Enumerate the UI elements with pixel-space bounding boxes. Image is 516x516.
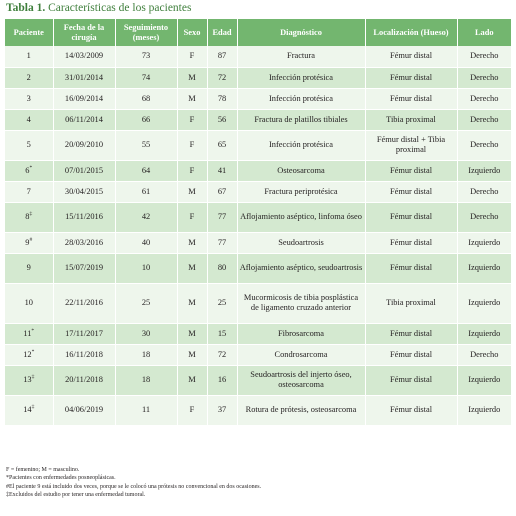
cell-diagnostico <box>237 181 365 202</box>
cell-paciente <box>5 395 53 425</box>
cell-fecha <box>53 181 115 202</box>
cell-edad <box>207 160 237 181</box>
cell-localizacion-text: Fémur distal <box>389 51 433 61</box>
cell-lado-text: Izquierdo <box>468 375 501 384</box>
cell-edad <box>207 253 237 283</box>
cell-fecha <box>53 67 115 88</box>
cell-edad-text: 41 <box>217 165 227 175</box>
cell-paciente <box>5 160 53 181</box>
cell-sexo <box>177 46 207 67</box>
cell-fecha <box>53 46 115 67</box>
cell-sexo-text: F <box>189 212 195 221</box>
cell-seguimiento <box>115 395 177 425</box>
cell-diagnostico <box>237 344 365 365</box>
cell-sexo <box>177 323 207 344</box>
cell-seguimiento <box>115 46 177 67</box>
cell-fecha <box>53 130 115 160</box>
table-title-number: Tabla 1. <box>6 2 46 14</box>
cell-seguimiento <box>115 365 177 395</box>
cell-sexo <box>177 130 207 160</box>
cell-paciente-text: 10 <box>24 298 33 307</box>
cell-seguimiento-text: 18 <box>141 375 151 384</box>
cell-localizacion <box>365 232 457 253</box>
cell-edad-text: 65 <box>217 140 227 149</box>
cell-sexo-text: M <box>188 328 196 338</box>
cell-diagnostico-text: Aflojamiento aséptico, linfoma óseo <box>240 212 362 221</box>
cell-lado <box>457 181 511 202</box>
cell-lado <box>457 365 511 395</box>
cell-fecha-text: 16/11/2018 <box>65 349 103 359</box>
cell-paciente <box>5 109 53 130</box>
cell-diagnostico <box>237 202 365 232</box>
cell-fecha-text: 04/06/2019 <box>64 405 104 414</box>
cell-localizacion-text: Fémur distal <box>389 405 433 414</box>
footnote-marker: * <box>31 348 35 355</box>
table-row <box>5 181 511 202</box>
table-row <box>5 88 511 109</box>
cell-paciente <box>5 46 53 67</box>
cell-lado-text: Izquierdo <box>468 298 501 307</box>
footnote-marker: # <box>29 236 33 243</box>
cell-fecha-text: 28/03/2016 <box>64 237 104 247</box>
cell-fecha <box>53 344 115 365</box>
cell-edad-text: 15 <box>217 328 227 338</box>
cell-localizacion <box>365 323 457 344</box>
cell-sexo <box>177 181 207 202</box>
cell-seguimiento <box>115 88 177 109</box>
cell-fecha <box>53 283 115 323</box>
cell-seguimiento <box>115 283 177 323</box>
cell-seguimiento-text: 68 <box>141 93 151 103</box>
cell-edad <box>207 395 237 425</box>
cell-diagnostico <box>237 160 365 181</box>
cell-lado-text: Derecho <box>470 212 499 221</box>
cell-seguimiento <box>115 232 177 253</box>
cell-fecha-text: 14/03/2009 <box>64 51 104 61</box>
cell-sexo-text: M <box>188 186 196 196</box>
cell-localizacion <box>365 109 457 130</box>
cell-paciente-text: 14 <box>23 405 32 414</box>
cell-edad <box>207 46 237 67</box>
cell-localizacion-text: Fémur distal <box>389 349 433 359</box>
cell-lado <box>457 283 511 323</box>
cell-lado <box>457 88 511 109</box>
cell-paciente <box>5 232 53 253</box>
cell-sexo <box>177 88 207 109</box>
cell-lado-text: Izquierdo <box>468 237 501 247</box>
cell-fecha <box>53 395 115 425</box>
cell-localizacion-text: Fémur distal <box>389 263 433 272</box>
cell-fecha-text: 22/11/2016 <box>65 298 103 307</box>
cell-edad <box>207 365 237 395</box>
table-title <box>6 2 191 14</box>
footnote-posneoplastic: *Pacientes con enfermedades posneoplásicas. <box>6 475 116 482</box>
cell-paciente-text: 9 <box>26 263 31 272</box>
cell-localizacion-text: Fémur distal <box>389 212 433 221</box>
cell-lado <box>457 160 511 181</box>
cell-diagnostico-text: Infección protésica <box>269 72 333 82</box>
cell-paciente <box>5 130 53 160</box>
cell-edad <box>207 202 237 232</box>
cell-fecha <box>53 202 115 232</box>
cell-lado-text: Derecho <box>470 72 499 82</box>
cell-diagnostico <box>237 365 365 395</box>
cell-diagnostico <box>237 283 365 323</box>
cell-sexo-text: F <box>189 165 195 175</box>
cell-localizacion-text: Fémur distal <box>389 237 433 247</box>
cell-localizacion <box>365 395 457 425</box>
cell-lado-text: Izquierdo <box>468 263 501 272</box>
cell-localizacion-text: Fémur distal + Tibia proximal <box>376 135 446 154</box>
cell-diagnostico <box>237 130 365 160</box>
cell-sexo-text: M <box>188 72 196 82</box>
table-row <box>5 46 511 67</box>
cell-lado <box>457 109 511 130</box>
cell-fecha <box>53 160 115 181</box>
cell-paciente <box>5 323 53 344</box>
header-fecha: Fecha de la cirugía <box>53 19 115 46</box>
table-title-text: Características de los pacientes <box>45 2 192 14</box>
cell-fecha <box>53 365 115 395</box>
cell-lado-text: Derecho <box>470 51 499 61</box>
cell-seguimiento-text: 30 <box>141 328 151 338</box>
cell-lado-text: Derecho <box>470 114 499 124</box>
cell-localizacion <box>365 202 457 232</box>
cell-seguimiento <box>115 323 177 344</box>
cell-paciente-text: 6 <box>25 165 30 175</box>
cell-lado-text: Izquierdo <box>468 165 501 175</box>
cell-fecha <box>53 109 115 130</box>
cell-localizacion <box>365 160 457 181</box>
cell-sexo-text: M <box>188 93 196 103</box>
cell-sexo-text: F <box>189 114 195 124</box>
cell-seguimiento-text: 61 <box>141 186 151 196</box>
cell-edad-text: 72 <box>217 72 227 82</box>
cell-edad-text: 37 <box>217 405 227 414</box>
cell-fecha-text: 30/04/2015 <box>64 186 104 196</box>
cell-fecha-text: 06/11/2014 <box>65 114 103 124</box>
cell-paciente-text: 7 <box>26 186 31 196</box>
cell-sexo-text: F <box>189 405 195 414</box>
cell-seguimiento <box>115 181 177 202</box>
cell-diagnostico <box>237 88 365 109</box>
header-paciente: Paciente <box>5 19 53 46</box>
cell-sexo <box>177 344 207 365</box>
header-diagnostico: Diagnóstico <box>237 19 365 46</box>
cell-lado <box>457 395 511 425</box>
cell-diagnostico-text: Mucormicosis de tibia posplástica de ligamento cruzado anterior <box>243 293 359 312</box>
cell-sexo-text: F <box>189 51 195 61</box>
cell-lado-text: Derecho <box>470 140 499 149</box>
table-row <box>5 109 511 130</box>
cell-localizacion <box>365 46 457 67</box>
cell-fecha-text: 20/11/2018 <box>65 375 103 384</box>
cell-fecha <box>53 88 115 109</box>
cell-diagnostico-text: Fractura periprotésica <box>264 186 338 196</box>
cell-diagnostico <box>237 67 365 88</box>
cell-seguimiento-text: 11 <box>141 405 151 414</box>
table-row <box>5 160 511 181</box>
cell-edad <box>207 67 237 88</box>
table-footnotes <box>6 466 261 500</box>
cell-paciente <box>5 202 53 232</box>
cell-seguimiento <box>115 160 177 181</box>
cell-fecha-text: 07/01/2015 <box>64 165 104 175</box>
footnote-marker: * <box>29 164 33 171</box>
footnote-marker: ‡ <box>31 404 35 410</box>
cell-paciente-text: 1 <box>26 51 31 61</box>
cell-diagnostico-text: Fibrosarcoma <box>277 328 325 338</box>
cell-paciente-text: 4 <box>26 114 31 124</box>
cell-paciente-text: 3 <box>26 93 31 103</box>
cell-fecha-text: 15/07/2019 <box>64 263 104 272</box>
cell-diagnostico-text: Aflojamiento aséptico, seudoartrosis <box>239 263 363 272</box>
cell-paciente <box>5 181 53 202</box>
cell-diagnostico <box>237 109 365 130</box>
cell-edad <box>207 323 237 344</box>
cell-edad <box>207 88 237 109</box>
cell-sexo <box>177 253 207 283</box>
cell-sexo <box>177 232 207 253</box>
cell-diagnostico-text: Fractura <box>287 51 315 61</box>
cell-fecha-text: 31/01/2014 <box>64 72 104 82</box>
cell-edad-text: 67 <box>217 186 227 196</box>
header-sexo: Sexo <box>177 19 207 46</box>
cell-paciente-text: 8 <box>25 212 30 221</box>
cell-diagnostico <box>237 395 365 425</box>
cell-edad <box>207 283 237 323</box>
footnote-excluded: ‡Excluidos del estudio por tener una enfermedad tumoral. <box>6 492 146 499</box>
cell-lado <box>457 344 511 365</box>
cell-diagnostico <box>237 253 365 283</box>
cell-fecha-text: 15/11/2016 <box>65 212 103 221</box>
cell-seguimiento <box>115 109 177 130</box>
cell-sexo-text: M <box>188 263 196 272</box>
cell-paciente <box>5 88 53 109</box>
cell-sexo <box>177 202 207 232</box>
cell-lado <box>457 130 511 160</box>
cell-lado-text: Izquierdo <box>468 328 501 338</box>
cell-localizacion-text: Fémur distal <box>389 165 433 175</box>
cell-edad-text: 56 <box>217 114 227 124</box>
cell-sexo-text: F <box>189 140 195 149</box>
cell-lado-text: Izquierdo <box>468 405 501 414</box>
cell-diagnostico <box>237 323 365 344</box>
cell-paciente-text: 12 <box>23 349 32 359</box>
cell-diagnostico-text: Fractura de platillos tibiales <box>254 114 348 124</box>
cell-seguimiento-text: 18 <box>141 349 151 359</box>
table-row <box>5 253 511 283</box>
header-lado: Lado <box>457 19 511 46</box>
cell-seguimiento <box>115 253 177 283</box>
cell-fecha <box>53 232 115 253</box>
cell-edad <box>207 232 237 253</box>
cell-edad-text: 25 <box>217 298 227 307</box>
cell-edad-text: 87 <box>217 51 227 61</box>
table-row <box>5 323 511 344</box>
cell-seguimiento <box>115 67 177 88</box>
cell-edad <box>207 344 237 365</box>
cell-localizacion-text: Fémur distal <box>389 186 433 196</box>
cell-sexo-text: M <box>188 237 196 247</box>
cell-localizacion <box>365 88 457 109</box>
cell-lado <box>457 253 511 283</box>
cell-paciente-text: 2 <box>26 72 31 82</box>
cell-edad-text: 72 <box>217 349 227 359</box>
cell-diagnostico-text: Condrosarcoma <box>274 349 328 359</box>
header-localizacion: Localización (Hueso) <box>365 19 457 46</box>
cell-fecha <box>53 253 115 283</box>
cell-diagnostico-text: Infección protésica <box>269 140 333 149</box>
cell-diagnostico-text: Seudoartrosis <box>278 237 324 247</box>
cell-seguimiento-text: 74 <box>141 72 151 82</box>
cell-sexo <box>177 67 207 88</box>
cell-lado <box>457 202 511 232</box>
cell-fecha-text: 17/11/2017 <box>65 328 103 338</box>
table-row <box>5 344 511 365</box>
cell-localizacion <box>365 283 457 323</box>
cell-lado <box>457 67 511 88</box>
cell-seguimiento-text: 66 <box>141 114 151 124</box>
cell-seguimiento <box>115 130 177 160</box>
cell-seguimiento-text: 10 <box>141 263 151 272</box>
cell-diagnostico <box>237 46 365 67</box>
cell-edad-text: 80 <box>217 263 227 272</box>
cell-seguimiento-text: 73 <box>141 51 151 61</box>
cell-edad-text: 77 <box>217 212 227 221</box>
footnote-sex: F = femenino; M = masculino. <box>6 467 80 473</box>
cell-diagnostico <box>237 232 365 253</box>
cell-seguimiento-text: 55 <box>141 140 151 149</box>
cell-diagnostico-text: Rotura de prótesis, osteosarcoma <box>245 405 357 414</box>
cell-seguimiento-text: 64 <box>141 165 151 175</box>
cell-sexo <box>177 109 207 130</box>
cell-paciente <box>5 344 53 365</box>
table-row <box>5 365 511 395</box>
cell-paciente <box>5 253 53 283</box>
cell-edad <box>207 181 237 202</box>
cell-edad <box>207 109 237 130</box>
cell-localizacion <box>365 344 457 365</box>
table-row <box>5 67 511 88</box>
cell-paciente-text: 9 <box>25 237 30 247</box>
cell-paciente-text: 11 <box>23 328 32 338</box>
cell-localizacion-text: Fémur distal <box>389 93 433 103</box>
footnote-marker: ‡ <box>31 374 35 380</box>
table-row <box>5 130 511 160</box>
cell-fecha <box>53 323 115 344</box>
table-row <box>5 395 511 425</box>
header-seguimiento: Seguimiento (meses) <box>115 19 177 46</box>
table-row <box>5 202 511 232</box>
cell-seguimiento-text: 42 <box>141 212 151 221</box>
cell-sexo-text: M <box>188 298 196 307</box>
cell-localizacion-text: Tibia proximal <box>386 114 436 124</box>
cell-fecha-text: 20/09/2010 <box>64 140 104 149</box>
cell-diagnostico-text: Seudoartrosis del injerto óseo, osteosarcoma <box>250 370 352 389</box>
cell-edad-text: 16 <box>217 375 227 384</box>
cell-lado-text: Derecho <box>470 186 499 196</box>
cell-paciente <box>5 365 53 395</box>
header-edad: Edad <box>207 19 237 46</box>
cell-sexo-text: M <box>188 375 196 384</box>
table-row <box>5 283 511 323</box>
cell-sexo <box>177 283 207 323</box>
cell-localizacion <box>365 130 457 160</box>
cell-localizacion <box>365 253 457 283</box>
cell-edad-text: 78 <box>217 93 227 103</box>
cell-sexo <box>177 365 207 395</box>
cell-lado <box>457 323 511 344</box>
cell-diagnostico-text: Infección protésica <box>269 93 333 103</box>
cell-seguimiento <box>115 344 177 365</box>
table-body <box>5 46 511 425</box>
cell-localizacion-text: Fémur distal <box>389 375 433 384</box>
cell-localizacion-text: Fémur distal <box>389 328 433 338</box>
cell-seguimiento-text: 40 <box>141 237 151 247</box>
table-row <box>5 232 511 253</box>
cell-lado <box>457 46 511 67</box>
cell-sexo <box>177 395 207 425</box>
cell-lado <box>457 232 511 253</box>
cell-paciente-text: 13 <box>23 375 32 384</box>
cell-edad-text: 77 <box>217 237 227 247</box>
cell-paciente <box>5 283 53 323</box>
cell-seguimiento-text: 25 <box>141 298 151 307</box>
table-header-row <box>5 19 511 46</box>
footnote-marker: * <box>31 327 35 334</box>
cell-sexo-text: M <box>188 349 196 359</box>
cell-edad <box>207 130 237 160</box>
cell-sexo <box>177 160 207 181</box>
cell-localizacion <box>365 181 457 202</box>
cell-diagnostico-text: Osteosarcoma <box>277 165 325 175</box>
cell-lado-text: Derecho <box>470 349 499 359</box>
cell-localizacion <box>365 67 457 88</box>
patients-table <box>5 19 511 426</box>
footnote-marker: ‡ <box>29 211 33 217</box>
cell-localizacion-text: Tibia proximal <box>386 298 436 307</box>
footnote-patient-9: #El paciente 9 está incluido dos veces, porque se le colocó una prótesis no convencional en dos ocasiones. <box>6 483 262 490</box>
cell-fecha-text: 16/09/2014 <box>64 93 104 103</box>
cell-paciente <box>5 67 53 88</box>
cell-lado-text: Derecho <box>470 93 499 103</box>
cell-localizacion-text: Fémur distal <box>389 72 433 82</box>
cell-localizacion <box>365 365 457 395</box>
cell-seguimiento <box>115 202 177 232</box>
cell-paciente-text: 5 <box>26 140 31 149</box>
